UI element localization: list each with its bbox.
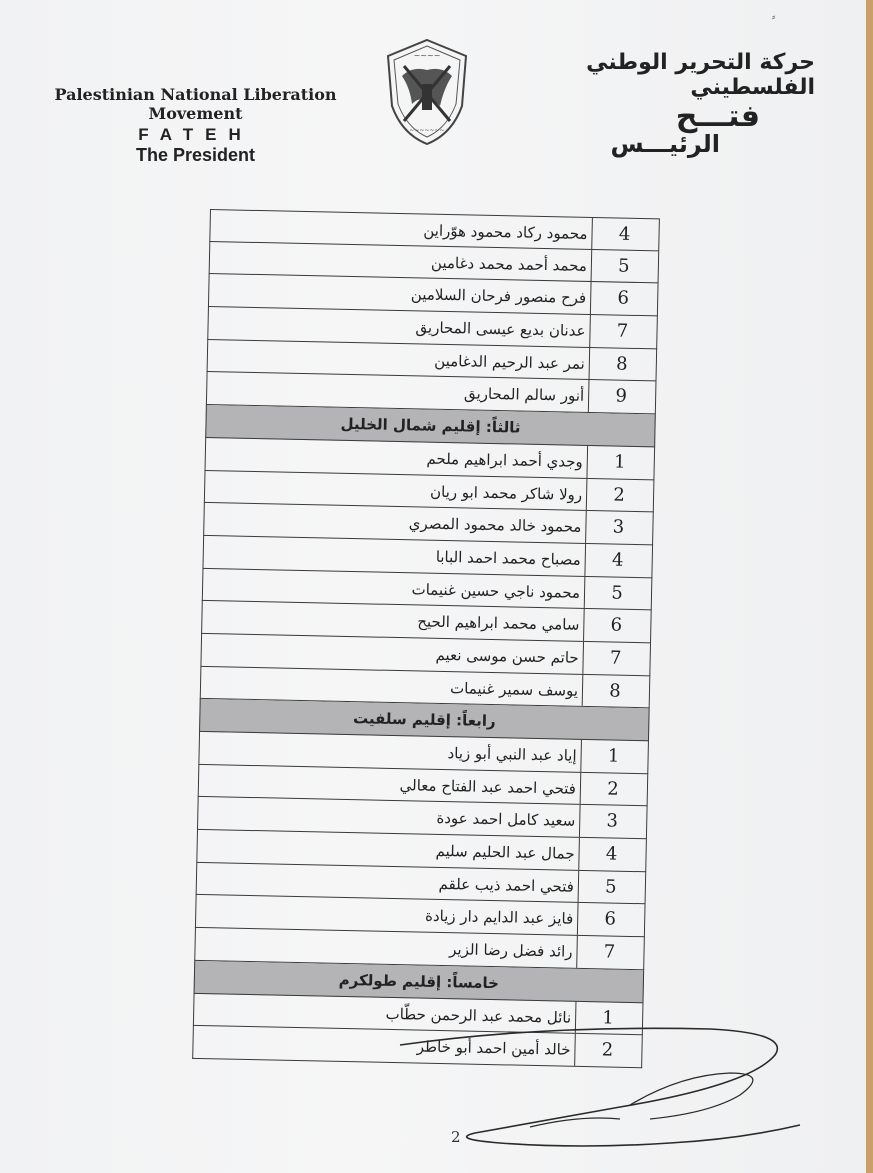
- row-number: 2: [606, 778, 619, 800]
- row-number: 1: [602, 1006, 615, 1029]
- section-header-text: ثالثاً: إقليم شمال الخليل: [340, 414, 521, 437]
- row-number: 6: [617, 287, 630, 310]
- member-name: وجدي أحمد ابراهيم ملحم: [206, 438, 589, 478]
- members-table: [192, 209, 660, 1068]
- handwritten-signature-icon: [380, 1015, 810, 1165]
- english-president-title: The President: [135, 145, 256, 165]
- fatah-emblem-icon: [382, 36, 472, 148]
- member-name: عدنان بديع عيسى المحاريق: [208, 307, 591, 347]
- english-fateh: FATEH: [138, 125, 253, 144]
- row-number: 5: [604, 876, 617, 898]
- member-name: فتحي احمد عبد الفتاح معالي: [199, 765, 582, 805]
- member-name: نمر عبد الرحيم الدغامين: [208, 340, 591, 380]
- row-number: 3: [606, 810, 619, 833]
- member-name: محمد أحمد محمد دغامين: [210, 242, 593, 282]
- member-name: رائد فضل رضا الزير: [195, 928, 578, 968]
- member-name: رولا شاكر محمد ابو ريان: [205, 470, 588, 510]
- member-name: خالد أمين احمد أبو خاطر: [193, 1026, 576, 1066]
- svg-text:~~~~: ~~~~: [413, 51, 441, 60]
- english-org-name: Palestinian National Liberation Movement: [54, 85, 337, 123]
- corner-mark: ⸗: [772, 12, 776, 23]
- page-number: 2: [451, 1128, 461, 1146]
- member-name: محمود ناجي حسين غنيمات: [203, 569, 586, 609]
- row-number: 7: [603, 941, 616, 963]
- member-name: نائل محمد عبد الرحمن حطّاب: [194, 993, 577, 1033]
- english-letterhead: [18, 85, 373, 166]
- row-number: 7: [616, 320, 629, 342]
- member-name: فرح منصور فرحان السلامين: [209, 274, 592, 314]
- row-number: 5: [617, 255, 630, 277]
- row-number: 2: [613, 484, 626, 506]
- arabic-org-name: حركة التحرير الوطني الفلسطيني: [586, 50, 815, 100]
- row-number: 4: [605, 843, 618, 865]
- section-header-text: خامساً: إقليم طولكرم: [338, 970, 500, 993]
- member-name: محمود خالد محمود المصري: [204, 503, 587, 543]
- member-name: فايز عبد الدايم دار زيادة: [196, 895, 579, 935]
- row-number: 5: [611, 582, 623, 604]
- member-name: سعيد كامل احمد عودة: [198, 797, 581, 837]
- row-number: 6: [610, 614, 623, 636]
- row-number: 1: [607, 745, 620, 767]
- row-number: 4: [618, 223, 631, 245]
- row-number: 8: [615, 353, 628, 375]
- member-name: أنور سالم المحاريق: [207, 372, 590, 412]
- arabic-letterhead: [490, 50, 815, 156]
- member-name: محمود ركاد محمود هوّراين: [210, 210, 593, 249]
- member-name: جمال عبد الحليم سليم: [197, 830, 580, 870]
- row-number: 3: [612, 516, 625, 538]
- member-name: حاتم حسن موسى نعيم: [201, 634, 584, 674]
- row-number: 1: [613, 451, 626, 473]
- arabic-fateh: فتـــح: [675, 99, 760, 134]
- member-name: مصباح محمد احمد البابا: [203, 536, 586, 576]
- member-name: سامي محمد ابراهيم الحيح: [202, 601, 585, 641]
- section-header-text: رابعاً: إقليم سلفيت: [352, 709, 496, 731]
- row-number: 4: [611, 549, 624, 571]
- row-number: 8: [609, 680, 621, 702]
- row-number: 9: [615, 385, 628, 408]
- row-number: 2: [601, 1039, 614, 1061]
- row-number: 7: [609, 647, 622, 669]
- member-name: فتحي احمد ذيب علقم: [197, 863, 580, 903]
- svg-text:~~~~~~~: ~~~~~~~: [409, 127, 445, 134]
- member-name: إياد عبد النبي أبو زياد: [199, 732, 582, 772]
- member-name: يوسف سمير غنيمات: [201, 667, 584, 707]
- row-number: 6: [604, 908, 617, 931]
- arabic-president-title: الرئيـــس: [610, 130, 720, 158]
